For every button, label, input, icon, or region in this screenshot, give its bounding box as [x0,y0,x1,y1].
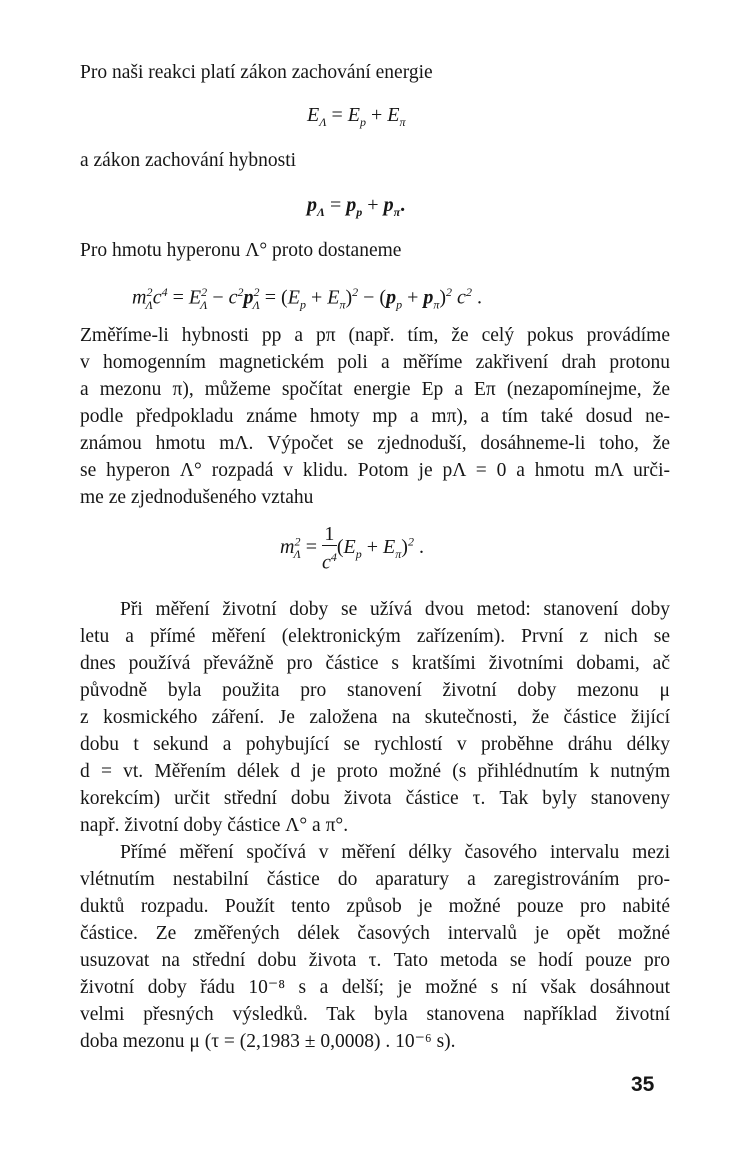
text-line: Přímé měření spočívá v měření délky časového intervalu mezi [120,842,670,863]
text-line: se hyperon Λ° rozpadá v klidu. Potom je pΛ = 0 a hmotu mΛ urči- [80,460,670,481]
equation-energy: $E_\Lambda = E_p + E_\pi$ [307,104,406,129]
fraction: $\frac{1}{c^4}$ [321,523,337,574]
text-line: duktů rozpadu. Použít tento způsob je možné pouze pro nabité [80,896,670,917]
text-line: vlétnutím nestabilní částice do aparatury a zaregistrováním pro- [80,869,670,890]
equation-mass: $m^2_\Lambda c^4 = E^2_\Lambda - c^2p^2_\Lambda = (E_p + E_\pi)^2 - (p_p + p_\pi)^2$ $c^2$ . [132,285,482,312]
text-line: původně byla použita pro stanovení životní doby mezonu μ [80,680,670,701]
text-line: korekcím) určit střední dobu života částice τ. Tak byly stanoveny [80,788,670,809]
text-line: Při měření životní doby se užívá dvou metod: stanovení doby [120,599,670,620]
text-line: známou hmotu mΛ. Výpočet se zjednoduší, dosáhneme-li toho, že [80,433,670,454]
text-line: doba mezonu μ (τ = (2,1983 ± 0,0008) . 10⁻⁶ s). [80,1031,456,1052]
text-line: dobu t sekund a pohybující se rychlostí v proběhne dráhu délky [80,734,670,755]
page-number: 35 [631,1073,655,1096]
equation-momentum: $p_\Lambda = p_p + p_\pi$. [307,194,406,219]
text-line: velmi přesných výsledků. Tak byla stanovena například životní [80,1004,670,1025]
text-line: usuzovat na střední dobu života τ. Tato metoda se hodí pouze pro [80,950,670,971]
text-line: a zákon zachování hybnosti [80,150,297,171]
text-line: životní doby řádu 10⁻⁸ s a delší; je možné s ní však dosáhnout [80,977,670,998]
text-line: Pro hmotu hyperonu Λ° proto dostaneme [80,240,402,261]
text-line: a mezonu π), můžeme spočítat energie Ep a Eπ (nezapomínejme, že [80,379,670,400]
equation-simplified: $m^2_\Lambda$ = $\frac{1}{c^4}$ $(E_p + E_\pi)^2$ . [280,523,424,574]
text-line: d = vt. Měřením délek d je proto možné (s přihlédnutím k nutným [80,761,670,782]
text-line: např. životní doby částice Λ° a π°. [80,815,349,836]
text-line: částice. Ze změřených délek časových intervalů je opět možné [80,923,670,944]
text-line: Pro naši reakci platí zákon zachování energie [80,62,433,83]
text-line: dnes používá převážně pro částice s kratšími životními dobami, ač [80,653,670,674]
text-line: me ze zjednodušeného vztahu [80,487,314,508]
text-line: Změříme-li hybnosti pp a pπ (např. tím, že celý pokus provádíme [80,325,670,346]
text-line: podle předpokladu známe hmoty mp a mπ), a tím také dosud ne- [80,406,670,427]
text-line: z kosmického záření. Je založena na skutečnosti, že částice žijící [80,707,670,728]
text-line: v homogenním magnetickém poli a měříme zakřivení drah protonu [80,352,670,373]
text-line: letu a přímé měření (elektronickým zařízením). První z nich se [80,626,670,647]
